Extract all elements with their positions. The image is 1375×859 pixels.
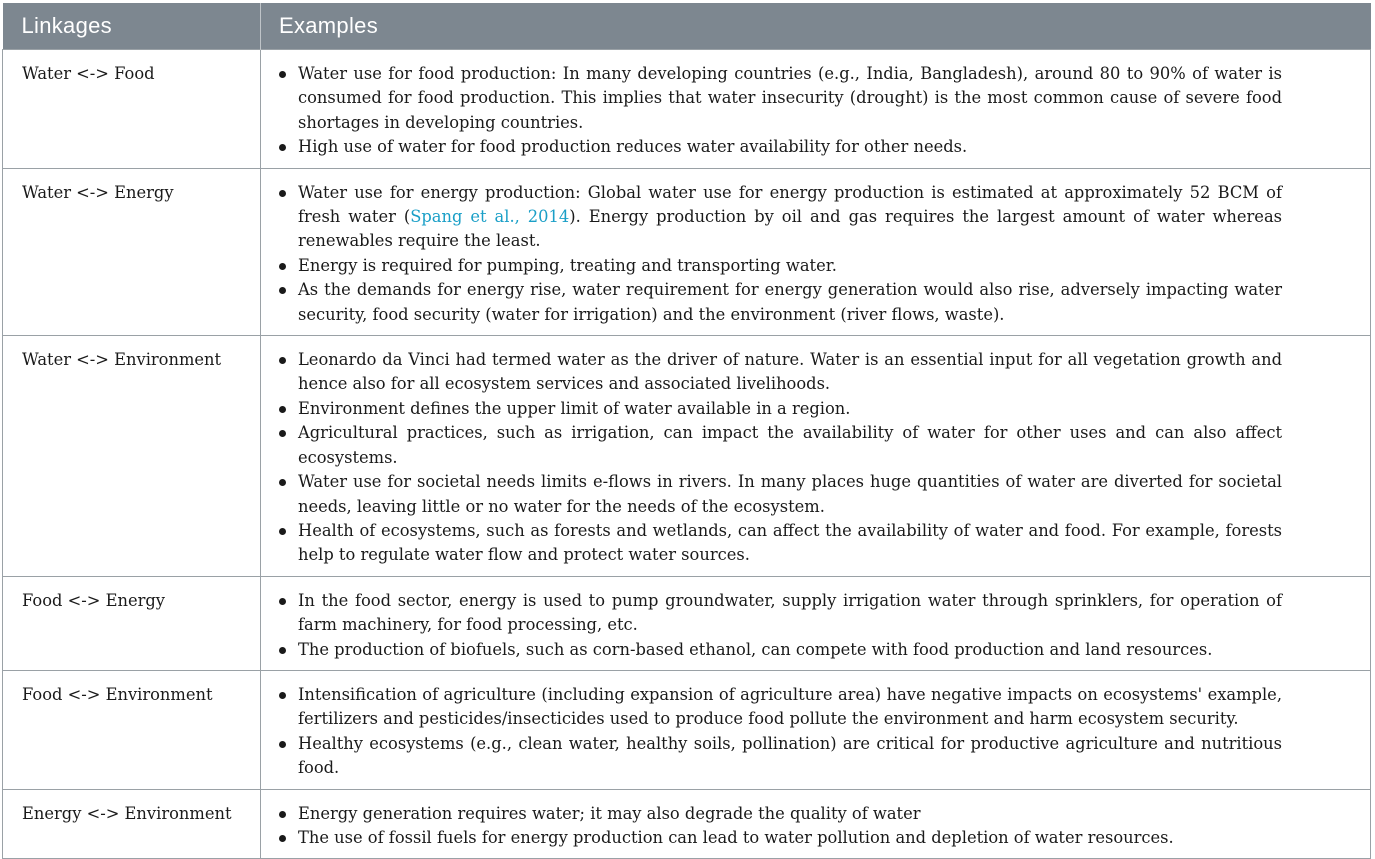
- bullet-icon: [279, 741, 286, 748]
- list-item: [277, 254, 1282, 278]
- bullet-icon: [279, 835, 286, 842]
- list-item: [277, 135, 1282, 159]
- examples-list: [277, 62, 1282, 160]
- linkage-cell: Energy <-> Environment: [3, 789, 261, 859]
- item-text-pre: Water use for energy production: Global water use for energy production is estimated at approximately 52 BCM of fresh water (: [298, 182, 1282, 227]
- linkage-cell: Food <-> Environment: [3, 670, 261, 789]
- list-item: [277, 732, 1282, 781]
- bullet-icon: [279, 528, 286, 535]
- table-row: [3, 168, 1371, 335]
- examples-cell: [261, 670, 1371, 789]
- header-row: [3, 3, 1371, 50]
- list-item: [277, 802, 1282, 826]
- item-text: Healthy ecosystems (e.g., clean water, healthy soils, pollination) are critical for productive agriculture and nutritious food.: [298, 733, 1282, 778]
- linkage-cell: Water <-> Environment: [3, 336, 261, 577]
- item-text: The use of fossil fuels for energy production can lead to water pollution and depletion of water resources.: [298, 827, 1174, 847]
- bullet-icon: [279, 406, 286, 413]
- list-item: [277, 348, 1282, 397]
- bullet-icon: [279, 647, 286, 654]
- list-item: [277, 421, 1282, 470]
- list-item: [277, 638, 1282, 662]
- examples-list: [277, 589, 1282, 662]
- item-text: The production of biofuels, such as corn-based ethanol, can compete with food production and land resources.: [298, 639, 1213, 659]
- item-text: Water use for societal needs limits e-flows in rivers. In many places huge quantities of water are diverted for societal needs, leaving little or no water for the needs of the ecosystem.: [298, 472, 1282, 516]
- bullet-icon: [279, 692, 286, 699]
- list-item: [277, 683, 1282, 732]
- item-text: High use of water for food production reduces water availability for other needs.: [298, 137, 968, 157]
- item-text: Leonardo da Vinci had termed water as the driver of nature. Water is an essential input for all vegetation growth and hence also for all ecosystem services and associated livelihoods.: [298, 350, 1282, 394]
- header-examples: Examples: [261, 3, 1371, 50]
- examples-cell: [261, 576, 1371, 670]
- examples-cell: [261, 789, 1371, 859]
- list-item: [277, 62, 1282, 135]
- bullet-icon: [279, 263, 286, 270]
- linkage-cell: Food <-> Energy: [3, 576, 261, 670]
- item-text: Water use for food production: In many developing countries (e.g., India, Bangladesh), around 80 to 90% of water is consumed for food production. This implies that water insecurity (drought) is the most common cause of severe food shortages in developing countries.: [298, 64, 1282, 132]
- linkages-table: [2, 3, 1371, 859]
- list-item: [277, 181, 1282, 254]
- examples-list: [277, 683, 1282, 781]
- examples-list: [277, 181, 1282, 327]
- item-text: In the food sector, energy is used to pump groundwater, supply irrigation water through sprinklers, for operation of farm machinery, for food processing, etc.: [298, 590, 1282, 635]
- list-item: [277, 519, 1282, 568]
- bullet-icon: [279, 357, 286, 364]
- header-linkages: Linkages: [3, 3, 261, 50]
- bullet-icon: [279, 479, 286, 486]
- list-item: [277, 589, 1282, 638]
- item-text: Energy is required for pumping, treating and transporting water.: [298, 255, 837, 275]
- item-text: As the demands for energy rise, water requirement for energy generation would also rise, adversely impacting water security, food security (water for irrigation) and the environment (river flows, waste).: [298, 280, 1282, 324]
- item-text-post: ). Energy production by oil and gas requires the largest amount of water whereas renewables require the least.: [298, 207, 1283, 251]
- list-item: [277, 278, 1282, 327]
- table-row: [3, 670, 1371, 789]
- item-text: Health of ecosystems, such as forests and wetlands, can affect the availability of water and food. For example, forests help to regulate water flow and protect water sources.: [298, 520, 1282, 565]
- item-text: Intensification of agriculture (including expansion of agriculture area) have negative impacts on ecosystems' example, fertilizers and pesticides/insecticides used to produce food pollute the environment and harm ecosystem security.: [298, 684, 1282, 729]
- linkage-cell: Water <-> Food: [3, 50, 261, 169]
- item-text: Agricultural practices, such as irrigation, can impact the availability of water for other uses and can also affect ecosystems.: [298, 423, 1282, 467]
- bullet-icon: [279, 287, 286, 294]
- examples-cell: [261, 336, 1371, 577]
- list-item: [277, 470, 1282, 519]
- bullet-icon: [279, 598, 286, 605]
- table-row: [3, 576, 1371, 670]
- table-row: [3, 50, 1371, 169]
- item-text: Environment defines the upper limit of water available in a region.: [298, 398, 851, 418]
- bullet-icon: [279, 430, 286, 437]
- bullet-icon: [279, 811, 286, 818]
- list-item: [277, 826, 1282, 850]
- linkage-cell: Water <-> Energy: [3, 168, 261, 335]
- citation-link[interactable]: Spang et al., 2014: [410, 207, 570, 227]
- table-row: [3, 336, 1371, 577]
- item-text: Energy generation requires water; it may also degrade the quality of water: [298, 803, 921, 823]
- examples-list: [277, 348, 1282, 568]
- examples-cell: [261, 50, 1371, 169]
- bullet-icon: [279, 71, 286, 78]
- bullet-icon: [279, 144, 286, 151]
- bullet-icon: [279, 190, 286, 197]
- examples-cell: [261, 168, 1371, 335]
- table-row: [3, 789, 1371, 859]
- examples-list: [277, 802, 1282, 851]
- list-item: [277, 397, 1282, 421]
